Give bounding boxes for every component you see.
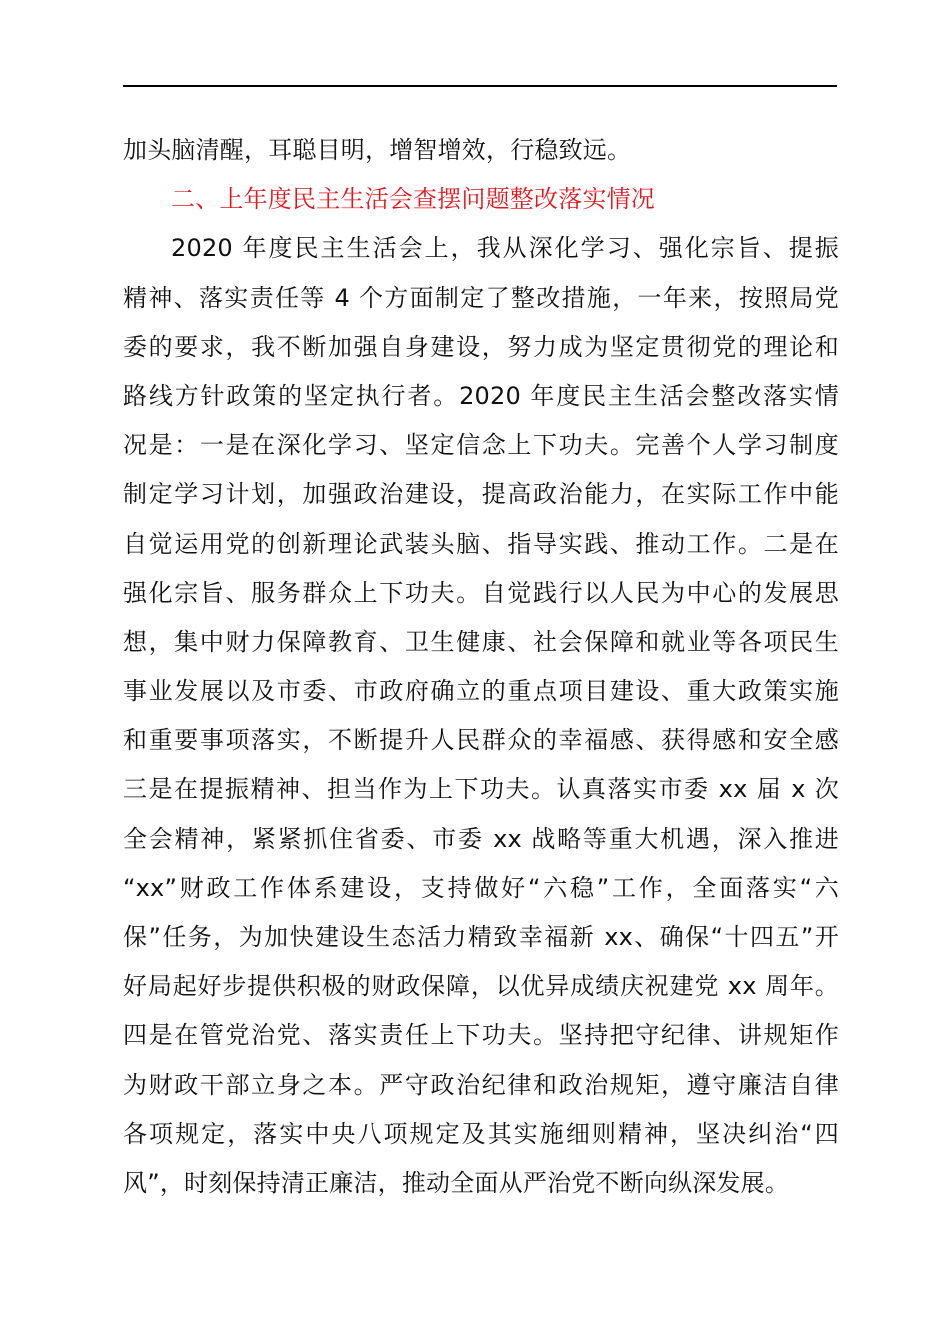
paragraph-line: 风”，时刻保持清正廉洁，推动全面从严治党不断向纵深发展。 <box>123 1168 790 1197</box>
paragraph-line: 想，集中财力保障教育、卫生健康、社会保障和就业等各项民生 <box>123 627 839 656</box>
paragraph-line: 和重要事项落实，不断提升人民群众的幸福感、获得感和安全感 <box>123 726 839 755</box>
paragraph-line: 强化宗旨、服务群众上下功夫。自觉践行以人民为中心的发展思 <box>123 578 839 607</box>
paragraph-line: 好局起好步提供积极的财政保障，以优异成绩庆祝建党 xx 周年。 <box>123 972 839 1001</box>
header-rule <box>123 85 837 87</box>
paragraph-line: 各项规定，落实中央八项规定及其实施细则精神，坚决纠治“四 <box>123 1119 839 1148</box>
paragraph-line: 2020 年度民主生活会上，我从深化学习、强化宗旨、提振 <box>171 234 839 263</box>
paragraph-line: 况是：一是在深化学习、坚定信念上下功夫。完善个人学习制度 <box>123 431 839 460</box>
body-text <box>123 126 839 1208</box>
paragraph-line: 四是在管党治党、落实责任上下功夫。坚持把守纪律、讲规矩作 <box>123 1021 839 1050</box>
paragraph-line: 委的要求，我不断加强自身建设，努力成为坚定贯彻党的理论和 <box>123 332 839 361</box>
paragraph-line: 路线方针政策的坚定执行者。2020 年度民主生活会整改落实情 <box>123 381 839 410</box>
paragraph-line: 三是在提振精神、担当作为上下功夫。认真落实市委 xx 届 x 次 <box>123 775 839 804</box>
paragraph-line: 为财政干部立身之本。严守政治纪律和政治规矩，遵守廉洁自律 <box>123 1070 839 1099</box>
paragraph-line: “xx”财政工作体系建设，支持做好“六稳”工作，全面落实“六 <box>123 873 839 902</box>
paragraph-line: 全会精神，紧紧抓住省委、市委 xx 战略等重大机遇，深入推进 <box>123 824 839 853</box>
section-heading: 二、上年度民主生活会查摆问题整改落实情况 <box>171 185 655 214</box>
paragraph-line: 自觉运用党的创新理论武装头脑、指导实践、推动工作。二是在 <box>123 529 839 558</box>
paragraph-line: 加头脑清醒，耳聪目明，增智增效，行稳致远。 <box>123 136 632 164</box>
paragraph-line: 制定学习计划，加强政治建设，提高政治能力，在实际工作中能 <box>123 480 839 509</box>
paragraph-line: 事业发展以及市委、市政府确立的重点项目建设、重大政策实施 <box>123 677 839 706</box>
paragraph-line: 保”任务，为加快建设生态活力精致幸福新 xx、确保“十四五”开 <box>123 923 839 951</box>
paragraph-line: 精神、落实责任等 4 个方面制定了整改措施，一年来，按照局党 <box>123 283 839 312</box>
